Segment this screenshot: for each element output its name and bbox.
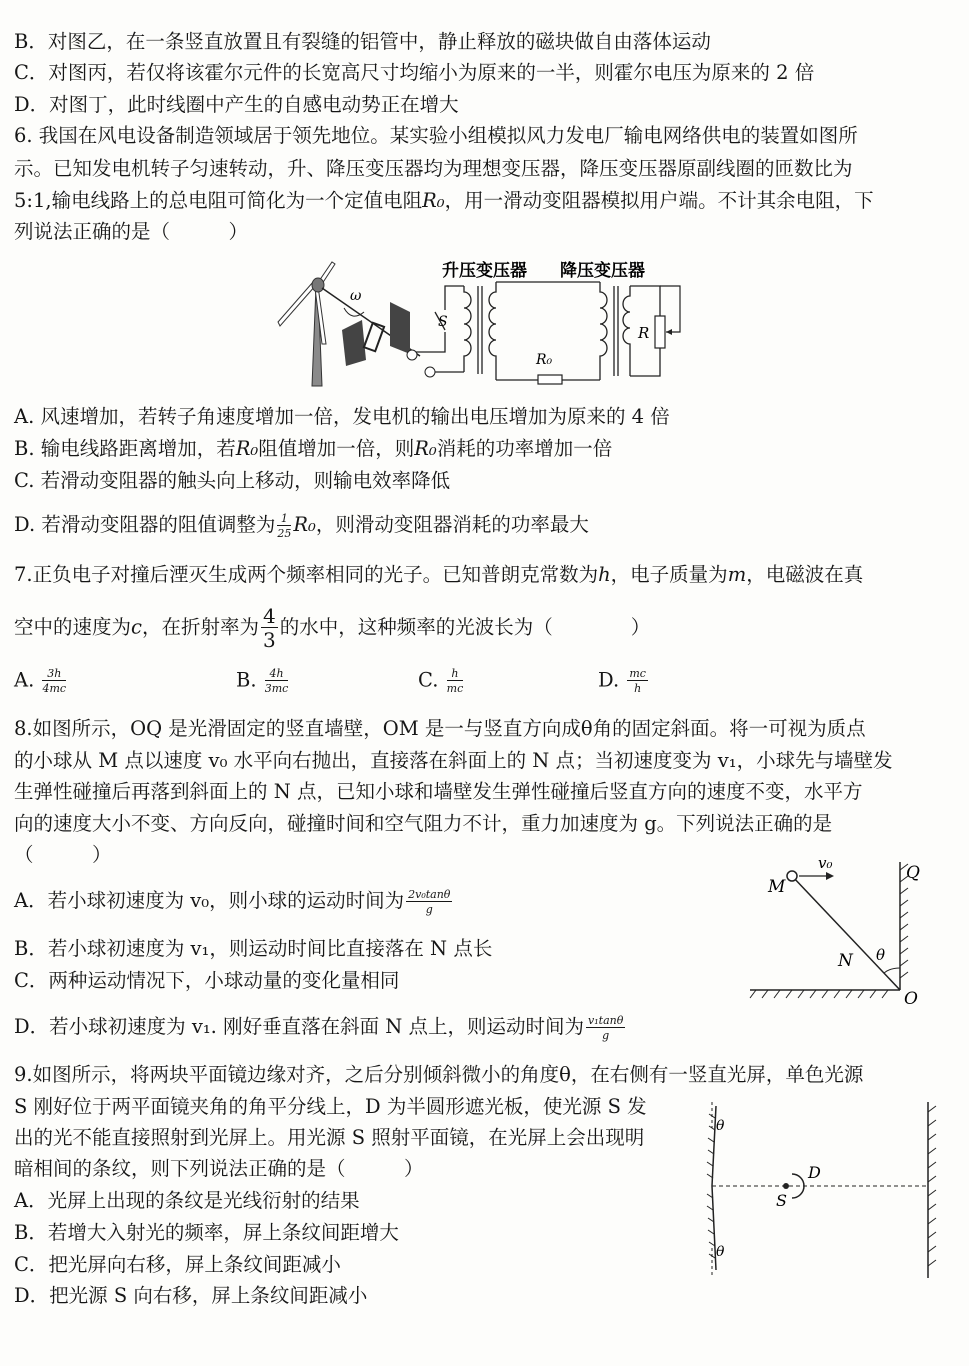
q5-option-c: C．对图丙，若仅将该霍尔元件的长宽高尺寸均缩小为原来的一半，则霍尔电压为原来的 2 倍 bbox=[14, 61, 815, 84]
line-resistor-label: R₀ bbox=[536, 352, 553, 368]
q7-option-b: B. $\frac{4h}{3mc}$ bbox=[236, 667, 289, 695]
q7-option-a: A. $\frac{3h}{4mc}$ bbox=[14, 667, 67, 695]
q8-stem-line-5: （ ） bbox=[14, 843, 112, 866]
incline-wall-figure bbox=[744, 848, 940, 1008]
q6-stem-line-2: 示。已知发电机转子匀速转动，升、降压变压器均为理想变压器，降压变压器原副线圈的匝数比为 bbox=[14, 157, 853, 180]
q7-option-d: D. $\frac{mc}{h}$ bbox=[598, 667, 646, 695]
q5-option-b: B．对图乙，在一条竖直放置且有裂缝的铝管中，静止释放的磁块做自由落体运动 bbox=[14, 30, 711, 53]
q9-option-c: C．把光屏向右移，屏上条纹间距减小 bbox=[14, 1253, 341, 1276]
q7-stem-line-2: 空中的速度为c，在折射率为 $\frac{4}{3}$ 的水中，这种频率的光波长为（ ） bbox=[14, 604, 651, 652]
q9-stem-line-2: S 刚好位于两平面镜夹角的角平分线上，D 为半圆形遮光板，使光源 S 发 bbox=[14, 1095, 647, 1118]
q8-option-c: C．两种运动情况下，小球动量的变化量相同 bbox=[14, 969, 400, 992]
q9-stem-line-3: 出的光不能直接照射到光屏上。用光源 S 照射平面镜，在光屏上会出现明 bbox=[14, 1126, 645, 1149]
q8-stem-line-1: 8.如图所示，OQ 是光滑固定的竖直墙壁，OM 是一与竖直方向成θ角的固定斜面。将一可视为质点 bbox=[14, 717, 866, 740]
q5-option-d: D．对图丁，此时线圈中产生的自感电动势正在增大 bbox=[14, 93, 459, 116]
q6-option-d: D. 若滑动变阻器的阻值调整为 $\frac{1}{25}$ R₀，则滑动变阻器消耗的功率最大 bbox=[14, 511, 589, 540]
q8-option-b: B．若小球初速度为 v₁，则运动时间比直接落在 N 点长 bbox=[14, 937, 493, 960]
switch-label: S bbox=[438, 314, 448, 330]
load-resistor-label: R bbox=[638, 324, 650, 342]
q6-stem-line-3: 5:1,输电线路上的总电阻可简化为一个定值电阻R₀，用一滑动变阻器模拟用户端。不计其余电阻，下 bbox=[14, 189, 874, 212]
wind-power-transmission-figure bbox=[270, 252, 690, 394]
step-up-transformer-label: 升压变压器 bbox=[442, 261, 527, 281]
point-o-label: O bbox=[904, 989, 918, 1008]
double-mirror-figure bbox=[700, 1098, 945, 1283]
theta-label: θ bbox=[876, 946, 886, 964]
point-n-label: N bbox=[838, 951, 853, 971]
q8-stem-line-4: 向的速度大小不变、方向反向，碰撞时间和空气阻力不计，重力加速度为 g。下列说法正确的是 bbox=[14, 812, 833, 835]
q6-option-c: C. 若滑动变阻器的触头向上移动，则输电效率降低 bbox=[14, 469, 451, 492]
point-q-label: Q bbox=[906, 863, 920, 883]
q9-option-d: D．把光源 S 向右移，屏上条纹间距减小 bbox=[14, 1284, 368, 1307]
q9-stem-line-1: 9.如图所示，将两块平面镜边缘对齐，之后分别倾斜微小的角度θ，在右侧有一竖直光屏，单色光源 bbox=[14, 1063, 864, 1086]
q9-option-b: B．若增大入射光的频率，屏上条纹间距增大 bbox=[14, 1221, 399, 1244]
v0-label: v₀ bbox=[818, 854, 833, 872]
source-s-label: S bbox=[776, 1191, 787, 1210]
q7-stem-line-1: 7.正负电子对撞后湮灭生成两个频率相同的光子。已知普朗克常数为h，电子质量为m，电磁波在真 bbox=[14, 563, 864, 586]
q8-stem-line-2: 的小球从 M 点以速度 v₀ 水平向右抛出，直接落在斜面上的 N 点；当初速度变为 v₁，小球先与墙壁发 bbox=[14, 749, 893, 772]
q9-option-a: A．光屏上出现的条纹是光线衍射的结果 bbox=[14, 1189, 360, 1212]
q8-option-d: D．若小球初速度为 v₁. 刚好垂直落在斜面 N 点上，则运动时间为 $\frac{\text{v₁tanθ}}{g}$ bbox=[14, 1013, 624, 1042]
q6-stem-line-1: 6. 我国在风电设备制造领域居于领先地位。某实验小组模拟风力发电厂输电网络供电的装置如图所 bbox=[14, 124, 858, 147]
q8-option-a: A．若小球初速度为 v₀，则小球的运动时间为 $\frac{\text{2v₀tanθ}}{g}$ bbox=[14, 887, 451, 916]
q6-option-b: B. 输电线路距离增加，若R₀阻值增加一倍，则R₀消耗的功率增加一倍 bbox=[14, 437, 613, 460]
r0-symbol: R₀ bbox=[422, 189, 445, 212]
q6-stem-line-4: 列说法正确的是（ ） bbox=[14, 220, 249, 243]
theta-bottom-label: θ bbox=[716, 1244, 725, 1260]
step-down-transformer-label: 降压变压器 bbox=[560, 261, 645, 281]
q7-option-c: C. $\frac{h}{mc}$ bbox=[418, 667, 464, 695]
omega-label: ω bbox=[350, 288, 362, 304]
shield-d-label: D bbox=[808, 1163, 821, 1182]
point-m-label: M bbox=[768, 877, 786, 897]
q9-stem-line-4: 暗相间的条纹，则下列说法正确的是（ ） bbox=[14, 1157, 424, 1180]
q6-option-a: A. 风速增加，若转子角速度增加一倍，发电机的输出电压增加为原来的 4 倍 bbox=[14, 405, 670, 428]
theta-top-label: θ bbox=[716, 1118, 725, 1134]
q8-stem-line-3: 生弹性碰撞后再落到斜面上的 N 点，已知小球和墙壁发生弹性碰撞后竖直方向的速度不变，水平方 bbox=[14, 780, 863, 803]
